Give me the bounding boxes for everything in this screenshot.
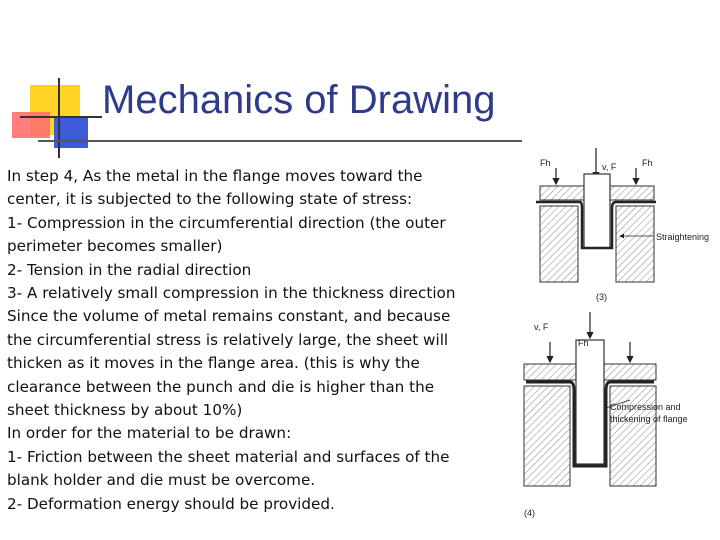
callout-label: thickening of flange bbox=[610, 414, 688, 424]
slide-title: Mechanics of Drawing bbox=[102, 78, 496, 122]
body-line: clearance between the punch and die is higher than the bbox=[7, 377, 435, 396]
title-divider bbox=[38, 140, 522, 142]
body-line: In step 4, As the metal in the flange moves toward the bbox=[7, 167, 423, 185]
body-line: Since the volume of metal remains constant, and because bbox=[7, 307, 451, 326]
callout-label: Straightening bbox=[656, 232, 710, 242]
force-label: v, F bbox=[602, 162, 617, 172]
body-line: blank holder and die must be overcome. bbox=[7, 471, 316, 490]
body-line: 1- Friction between the sheet material and surfaces of the bbox=[7, 447, 450, 466]
holder-force-label: Fh bbox=[578, 338, 589, 348]
decor-horizontal-line bbox=[20, 116, 102, 118]
step-label: (3) bbox=[596, 292, 607, 302]
stage-3-diagram bbox=[536, 148, 656, 282]
body-line: In order for the material to be drawn: bbox=[7, 424, 292, 443]
holder-force-label: Fh bbox=[540, 158, 551, 168]
holder-force-label: Fh bbox=[642, 158, 653, 168]
body-line: 2- Deformation energy should be provided. bbox=[7, 494, 335, 513]
body-line: perimeter becomes smaller) bbox=[7, 237, 223, 256]
body-line: 2- Tension in the radial direction bbox=[7, 260, 252, 279]
stage-4-diagram bbox=[524, 312, 656, 486]
force-label: v, F bbox=[534, 322, 549, 332]
body-line: center, it is subjected to the following state of stress: bbox=[7, 190, 413, 209]
body-line: 1- Compression in the circumferential direction (the outer bbox=[7, 213, 446, 232]
callout-label: Compression and bbox=[610, 402, 681, 412]
body-line: sheet thickness by about 10%) bbox=[7, 401, 243, 420]
decor-vertical-line bbox=[58, 78, 60, 158]
slide-body bbox=[7, 165, 477, 516]
body-line: thicken as it moves in the flange area. (this is why the bbox=[7, 354, 420, 373]
drawing-figure bbox=[524, 150, 720, 530]
body-line: the circumferential stress is relatively large, the sheet will bbox=[7, 330, 449, 349]
body-line: 3- A relatively small compression in the thickness direction bbox=[7, 284, 456, 303]
step-label: (4) bbox=[524, 508, 535, 518]
